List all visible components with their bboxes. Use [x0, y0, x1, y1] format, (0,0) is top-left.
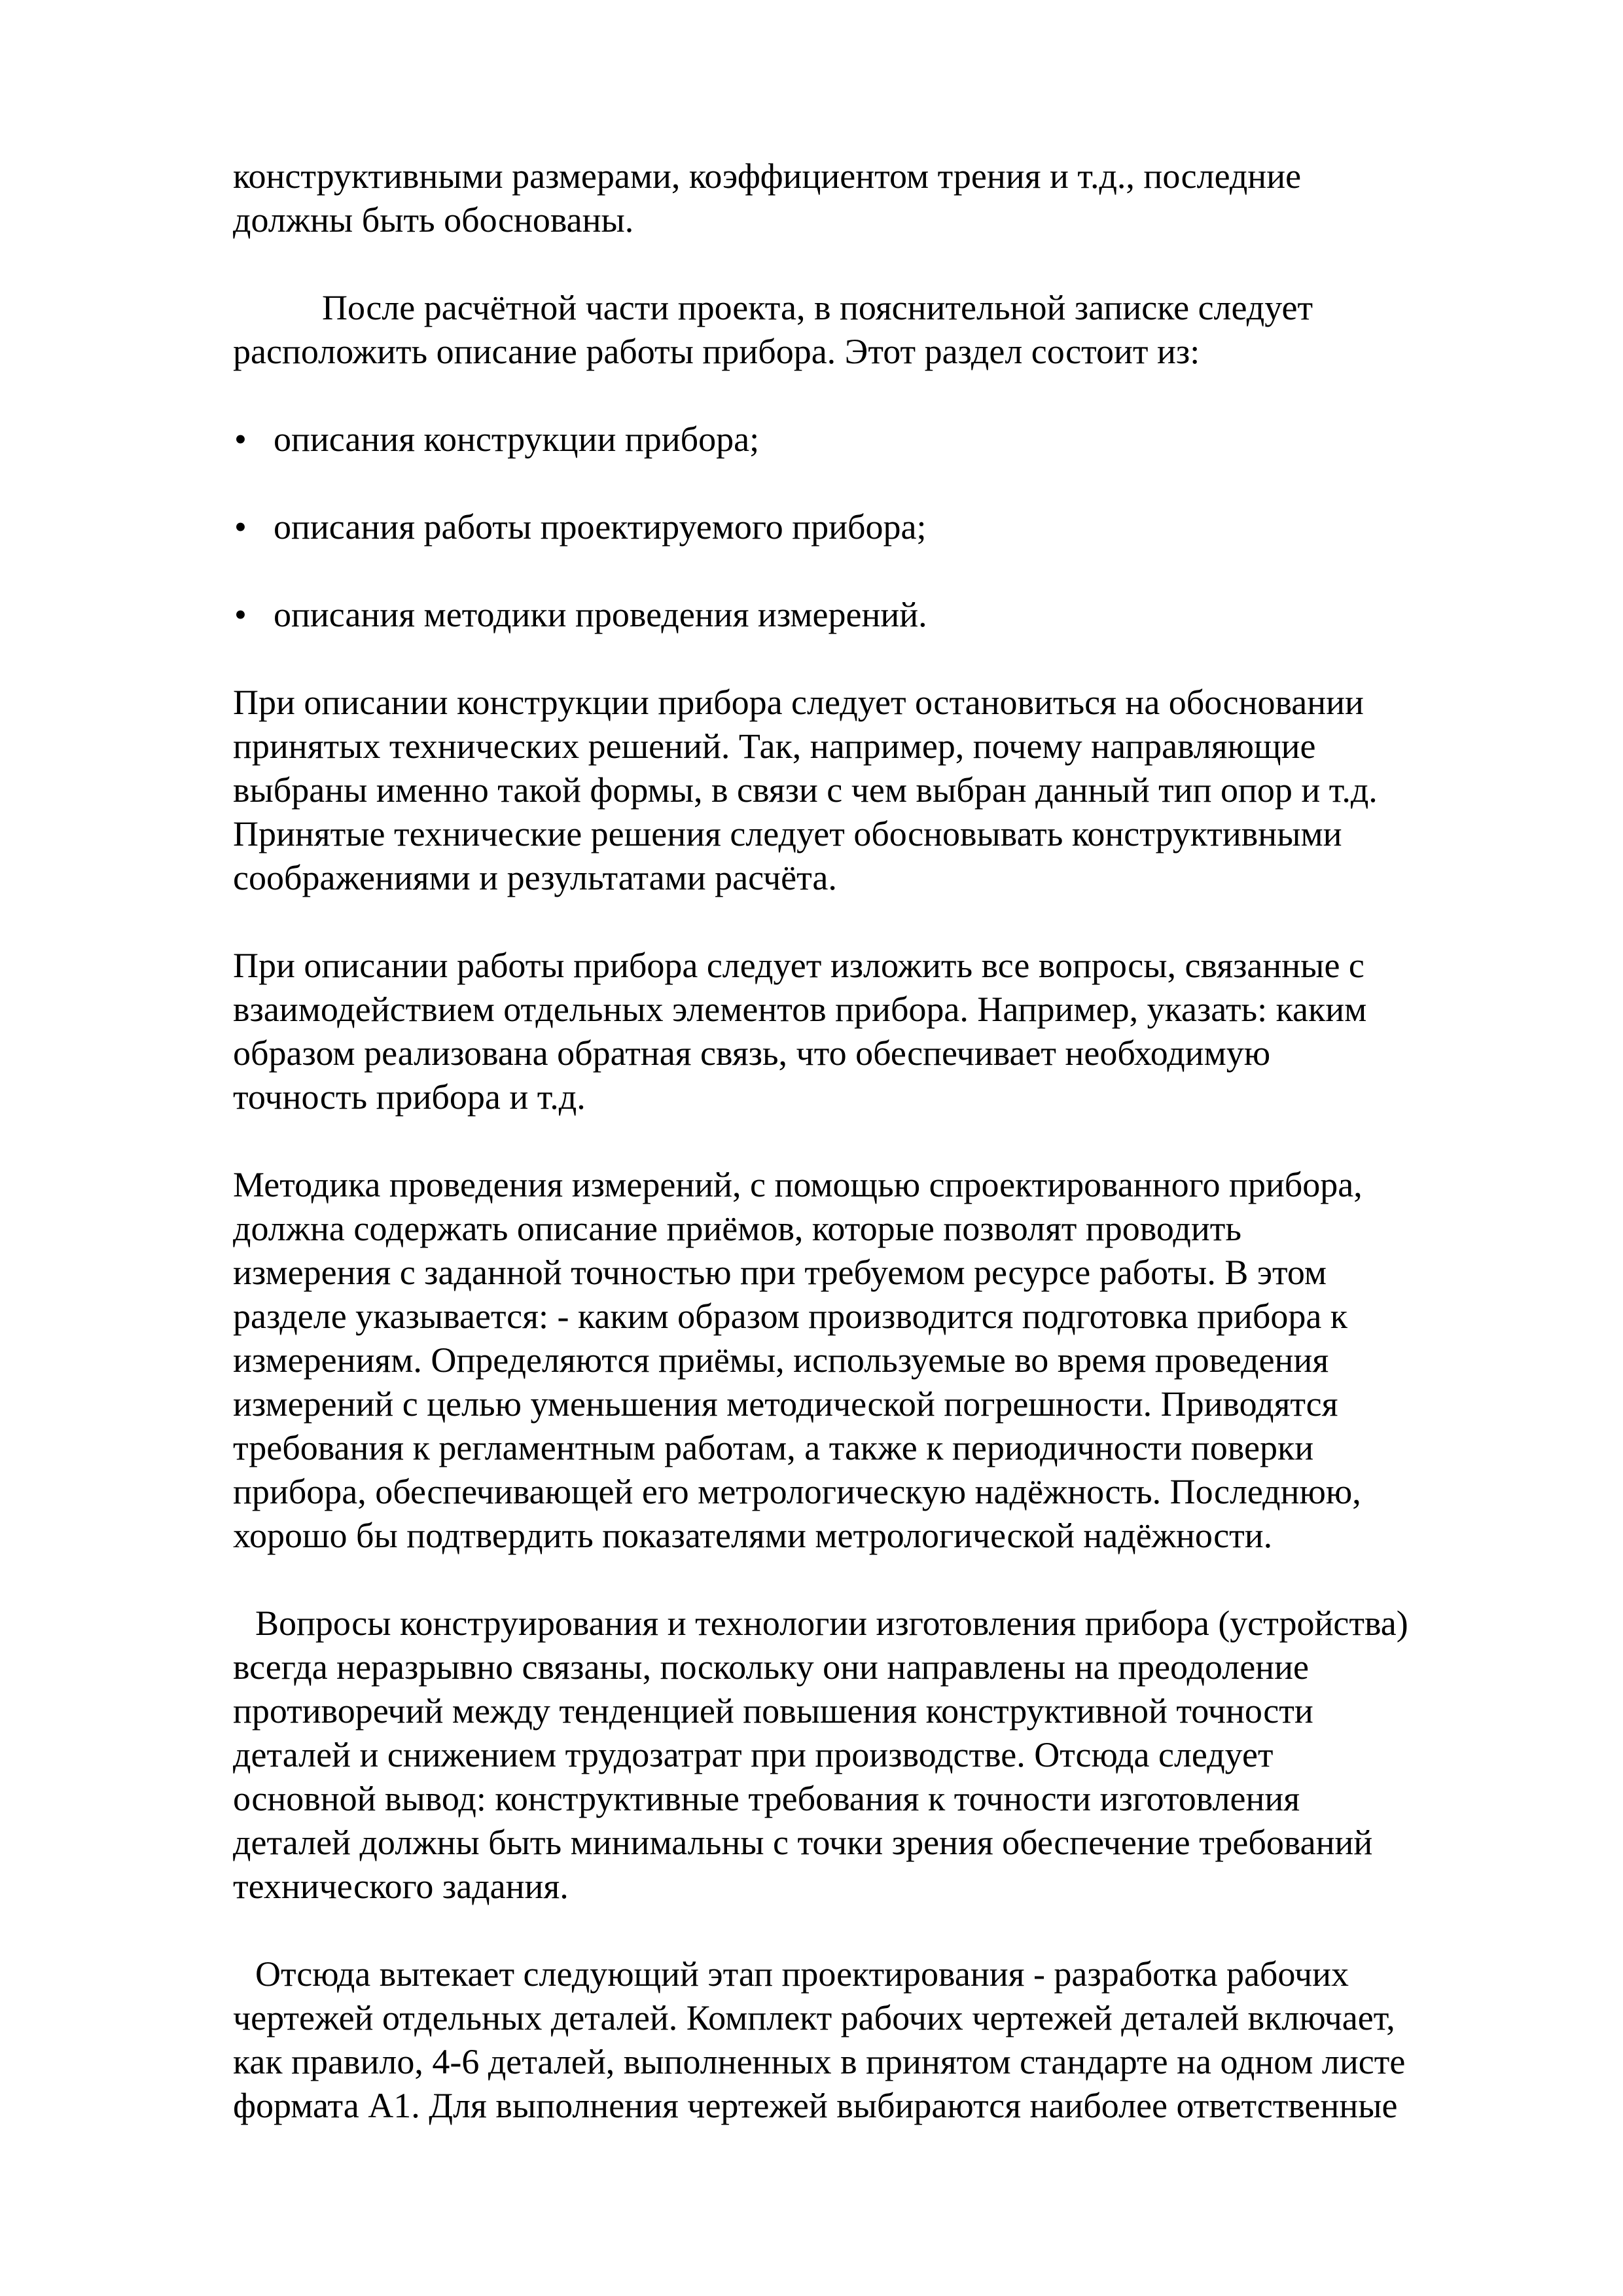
list-item [233, 505, 1516, 549]
document-body [233, 154, 1516, 2128]
paragraph-gap [233, 1119, 1516, 1163]
paragraph-5 [233, 1163, 1516, 1558]
paragraph-gap [233, 1558, 1516, 1602]
paragraph-3-line: Принятые технические решения следует обосновывать конструктивными [233, 814, 1342, 853]
paragraph-3-line: При описании конструкции прибора следует остановиться на обосновании [233, 683, 1364, 722]
list-item-text: описания конструкции прибора; [274, 420, 760, 459]
paragraph-7-line: чертежей отдельных деталей. Комплект рабочих чертежей деталей включает, [233, 1998, 1395, 2037]
list-gap [233, 461, 1516, 505]
paragraph-5-line: должна содержать описание приёмов, которые позволят проводить [233, 1209, 1241, 1248]
paragraph-6-line: противоречий между тенденцией повышения конструктивной точности [233, 1691, 1313, 1731]
paragraph-4-line: образом реализована обратная связь, что обеспечивает необходимую [233, 1033, 1271, 1073]
bullet-icon: • [234, 420, 247, 459]
paragraph-gap [233, 1909, 1516, 1952]
paragraph-7 [233, 1952, 1516, 2128]
paragraph-5-line: измерений с целью уменьшения методической погрешности. Приводятся [233, 1384, 1338, 1424]
paragraph-4-line: взаимодействием отдельных элементов прибора. Например, указать: каким [233, 990, 1367, 1029]
paragraph-6-line: Вопросы конструирования и технологии изготовления прибора (устройства) [255, 1604, 1408, 1643]
paragraph-7-line: как правило, 4-6 деталей, выполненных в принятом стандарте на одном листе [233, 2042, 1406, 2081]
paragraph-5-line: Методика проведения измерений, с помощью спроектированного прибора, [233, 1165, 1363, 1204]
paragraph-1-line: конструктивными размерами, коэффициентом трения и т.д., последние [233, 156, 1302, 196]
list-item-text: описания методики проведения измерений. [274, 595, 927, 634]
paragraph-7-line: Отсюда вытекает следующий этап проектирования - разработка рабочих [255, 1954, 1349, 1994]
paragraph-3-line: принятых технических решений. Так, например, почему направляющие [233, 726, 1316, 766]
paragraph-6-line: всегда неразрывно связаны, поскольку они направлены на преодоление [233, 1647, 1309, 1687]
paragraph-3-line: выбраны именно такой формы, в связи с чем выбран данный тип опор и т.д. [233, 770, 1378, 810]
paragraph-5-line: разделе указывается: - каким образом производится подготовка прибора к [233, 1297, 1348, 1336]
paragraph-5-line: требования к регламентным работам, а также к периодичности поверки [233, 1428, 1314, 1467]
paragraph-5-line: измерения с заданной точностью при требуемом ресурсе работы. В этом [233, 1253, 1327, 1292]
paragraph-5-line: хорошо бы подтвердить показателями метрологической надёжности. [233, 1516, 1273, 1555]
paragraph-1 [233, 154, 1516, 242]
bullet-icon: • [234, 595, 247, 634]
list-item [233, 418, 1516, 461]
paragraph-6-line: деталей и снижением трудозатрат при производстве. Отсюда следует [233, 1735, 1274, 1774]
paragraph-5-line: прибора, обеспечивающей его метрологическую надёжность. Последнюю, [233, 1472, 1361, 1511]
paragraph-6-line: основной вывод: конструктивные требования к точности изготовления [233, 1779, 1300, 1818]
list-gap [233, 549, 1516, 593]
paragraph-7-line: формата А1. Для выполнения чертежей выбираются наиболее ответственные [233, 2086, 1398, 2125]
paragraph-1-line: должны быть обоснованы. [233, 200, 634, 240]
paragraph-4-line: точность прибора и т.д. [233, 1077, 586, 1117]
paragraph-4-line: При описании работы прибора следует изложить все вопросы, связанные с [233, 946, 1364, 985]
paragraph-gap [233, 637, 1516, 681]
paragraph-6-line: технического задания. [233, 1867, 569, 1906]
paragraph-6-line: деталей должны быть минимальны с точки зрения обеспечение требований [233, 1823, 1373, 1862]
paragraph-4 [233, 944, 1516, 1119]
paragraph-3-line: соображениями и результатами расчёта. [233, 858, 837, 897]
bullet-icon: • [234, 507, 247, 547]
paragraph-2-line: расположить описание работы прибора. Этот раздел состоит из: [233, 332, 1200, 371]
bullet-list [233, 418, 1516, 637]
paragraph-gap [233, 900, 1516, 944]
paragraph-2-line: После расчётной части проекта, в пояснительной записке следует [322, 288, 1313, 327]
list-item-text: описания работы проектируемого прибора; [274, 507, 927, 547]
paragraph-gap [233, 242, 1516, 286]
paragraph-gap [233, 374, 1516, 418]
list-item [233, 593, 1516, 637]
paragraph-5-line: измерениям. Определяются приёмы, используемые во время проведения [233, 1340, 1329, 1380]
paragraph-6 [233, 1602, 1516, 1909]
paragraph-2 [233, 286, 1516, 374]
paragraph-3 [233, 681, 1516, 900]
